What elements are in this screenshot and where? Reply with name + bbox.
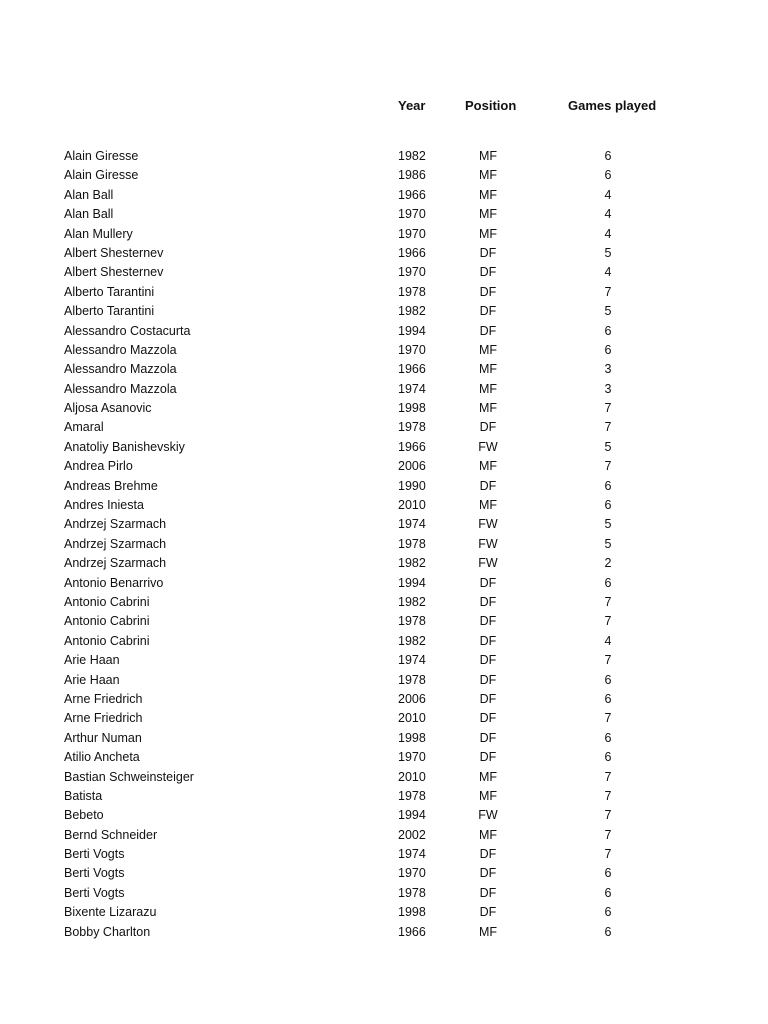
player-name-cell: Bebeto xyxy=(64,808,104,823)
games-played-cell: 5 xyxy=(604,439,612,454)
player-name-cell: Alan Ball xyxy=(64,187,114,202)
table-row xyxy=(0,438,768,457)
table-row xyxy=(0,341,768,360)
year-cell: 1970 xyxy=(398,750,426,765)
games-played-cell: 3 xyxy=(604,381,612,396)
table-row xyxy=(0,535,768,554)
position-cell: DF xyxy=(479,420,497,435)
table-row xyxy=(0,826,768,845)
games-played-cell: 7 xyxy=(604,284,612,299)
position-column-header: Position xyxy=(465,98,517,113)
games-played-cell: 5 xyxy=(604,517,612,532)
table-row xyxy=(0,884,768,903)
year-cell: 1986 xyxy=(398,168,426,183)
player-name-cell: Berti Vogts xyxy=(64,847,125,862)
games-played-cell: 6 xyxy=(604,866,612,881)
position-cell: MF xyxy=(478,459,498,474)
games-played-cell: 6 xyxy=(604,905,612,920)
year-cell: 2010 xyxy=(398,498,426,513)
games-played-cell: 6 xyxy=(604,478,612,493)
games-played-cell: 7 xyxy=(604,827,612,842)
table-row xyxy=(0,418,768,437)
position-cell: MF xyxy=(478,149,498,163)
position-cell: DF xyxy=(479,691,497,706)
player-name-cell: Arthur Numan xyxy=(64,730,142,745)
player-name-cell: Anatoliy Banishevskiy xyxy=(64,439,185,454)
year-cell: 1966 xyxy=(398,439,426,454)
table-row xyxy=(0,671,768,690)
games-played-cell: 7 xyxy=(604,653,612,668)
position-cell: MF xyxy=(478,827,498,842)
table-row xyxy=(0,263,768,282)
table-row xyxy=(0,806,768,825)
table-row xyxy=(0,729,768,748)
position-cell: DF xyxy=(479,284,497,299)
player-name-cell: Andrzej Szarmach xyxy=(64,517,167,532)
games-played-cell: 6 xyxy=(604,149,612,163)
games-played-cell: 5 xyxy=(604,536,612,551)
position-cell: MF xyxy=(478,342,498,357)
games-played-cell: 4 xyxy=(604,207,612,222)
position-cell: DF xyxy=(479,304,497,319)
position-cell: DF xyxy=(479,750,497,765)
games-played-cell: 6 xyxy=(604,575,612,590)
year-cell: 1998 xyxy=(398,905,426,920)
year-cell: 1974 xyxy=(398,653,426,668)
player-name-cell: Arne Friedrich xyxy=(64,711,143,726)
player-name-cell: Antonio Benarrivo xyxy=(64,575,164,590)
position-cell: DF xyxy=(479,672,497,687)
table-row xyxy=(0,923,768,942)
table-row xyxy=(0,748,768,767)
games-played-cell: 7 xyxy=(604,788,612,803)
position-cell: FW xyxy=(478,439,498,454)
player-name-cell: Alan Ball xyxy=(64,207,114,222)
player-name-cell: Bastian Schweinsteiger xyxy=(64,769,194,784)
player-name-cell: Berti Vogts xyxy=(64,885,125,900)
games-played-column-header: Games played xyxy=(568,98,657,113)
games-played-cell: 4 xyxy=(604,187,612,202)
year-cell: 1998 xyxy=(398,401,426,416)
player-name-cell: Alessandro Mazzola xyxy=(64,342,177,357)
year-cell: 1970 xyxy=(398,207,426,222)
table-row xyxy=(0,651,768,670)
table-row xyxy=(0,225,768,244)
table-row xyxy=(0,205,768,224)
position-cell: MF xyxy=(478,788,498,803)
position-cell: MF xyxy=(478,769,498,784)
games-played-cell: 6 xyxy=(604,498,612,513)
table-row xyxy=(0,457,768,476)
games-played-cell: 7 xyxy=(604,711,612,726)
year-cell: 1970 xyxy=(398,866,426,881)
table-row xyxy=(0,593,768,612)
games-played-cell: 2 xyxy=(604,556,612,571)
year-cell: 1970 xyxy=(398,342,426,357)
position-cell: DF xyxy=(479,245,497,260)
games-played-cell: 7 xyxy=(604,847,612,862)
year-cell: 1978 xyxy=(398,885,426,900)
player-name-cell: Antonio Cabrini xyxy=(64,633,150,648)
games-played-cell: 6 xyxy=(604,750,612,765)
table-row xyxy=(0,903,768,922)
player-name-cell: Arie Haan xyxy=(64,653,120,668)
player-name-cell: Alberto Tarantini xyxy=(64,284,155,299)
player-name-cell: Alain Giresse xyxy=(64,149,139,163)
games-played-cell: 7 xyxy=(604,594,612,609)
player-name-cell: Bixente Lizarazu xyxy=(64,905,157,920)
position-cell: MF xyxy=(478,924,498,939)
position-cell: MF xyxy=(478,362,498,377)
position-cell: FW xyxy=(478,517,498,532)
year-cell: 1990 xyxy=(398,478,426,493)
table-row xyxy=(0,322,768,341)
player-name-cell: Albert Shesternev xyxy=(64,245,164,260)
position-cell: MF xyxy=(478,226,498,241)
year-cell: 1966 xyxy=(398,245,426,260)
table-row xyxy=(0,709,768,728)
games-played-cell: 7 xyxy=(604,459,612,474)
player-name-cell: Alain Giresse xyxy=(64,168,139,183)
year-cell: 1982 xyxy=(398,556,426,571)
year-cell: 1978 xyxy=(398,284,426,299)
year-cell: 2010 xyxy=(398,711,426,726)
games-played-cell: 5 xyxy=(604,304,612,319)
table-row xyxy=(0,690,768,709)
position-cell: DF xyxy=(479,730,497,745)
games-played-cell: 6 xyxy=(604,168,612,183)
player-name-cell: Antonio Cabrini xyxy=(64,594,150,609)
player-name-cell: Alessandro Mazzola xyxy=(64,381,177,396)
games-played-cell: 4 xyxy=(604,265,612,280)
position-cell: DF xyxy=(479,575,497,590)
table-row xyxy=(0,166,768,185)
games-played-cell: 6 xyxy=(604,672,612,687)
player-name-cell: Alessandro Mazzola xyxy=(64,362,177,377)
player-name-cell: Andrzej Szarmach xyxy=(64,556,167,571)
table-row xyxy=(0,399,768,418)
position-cell: DF xyxy=(479,866,497,881)
year-cell: 1998 xyxy=(398,730,426,745)
year-cell: 1994 xyxy=(398,575,426,590)
year-cell: 1978 xyxy=(398,614,426,629)
games-played-cell: 6 xyxy=(604,323,612,338)
table-row xyxy=(0,574,768,593)
player-name-cell: Bobby Charlton xyxy=(64,924,151,939)
year-cell: 1978 xyxy=(398,420,426,435)
year-cell: 1966 xyxy=(398,924,426,939)
table-body xyxy=(0,147,768,942)
position-cell: DF xyxy=(479,633,497,648)
year-cell: 1982 xyxy=(398,594,426,609)
games-played-cell: 6 xyxy=(604,924,612,939)
games-played-cell: 7 xyxy=(604,808,612,823)
year-cell: 1974 xyxy=(398,517,426,532)
table-row xyxy=(0,632,768,651)
position-cell: DF xyxy=(479,323,497,338)
player-name-cell: Andres Iniesta xyxy=(64,498,144,513)
year-cell: 1978 xyxy=(398,788,426,803)
table-row xyxy=(0,477,768,496)
games-played-cell: 7 xyxy=(604,401,612,416)
table-row xyxy=(0,515,768,534)
year-cell: 1978 xyxy=(398,672,426,687)
year-cell: 1982 xyxy=(398,633,426,648)
year-cell: 1974 xyxy=(398,381,426,396)
position-cell: DF xyxy=(479,265,497,280)
position-cell: DF xyxy=(479,478,497,493)
games-played-cell: 4 xyxy=(604,226,612,241)
player-name-cell: Alessandro Costacurta xyxy=(64,323,191,338)
table-row xyxy=(0,768,768,787)
games-played-cell: 7 xyxy=(604,614,612,629)
table-row xyxy=(0,845,768,864)
player-name-cell: Andreas Brehme xyxy=(64,478,158,493)
year-cell: 2006 xyxy=(398,459,426,474)
table-header xyxy=(0,98,768,118)
table-row xyxy=(0,302,768,321)
position-cell: MF xyxy=(478,168,498,183)
player-name-cell: Arie Haan xyxy=(64,672,120,687)
year-column-header: Year xyxy=(398,98,426,113)
games-played-cell: 3 xyxy=(604,362,612,377)
games-played-cell: 6 xyxy=(604,885,612,900)
year-cell: 1974 xyxy=(398,847,426,862)
games-played-cell: 6 xyxy=(604,342,612,357)
player-name-cell: Andrea Pirlo xyxy=(64,459,133,474)
player-name-cell: Batista xyxy=(64,788,103,803)
position-cell: MF xyxy=(478,401,498,416)
table-row xyxy=(0,283,768,302)
position-cell: FW xyxy=(478,556,498,571)
position-cell: MF xyxy=(478,381,498,396)
year-cell: 1966 xyxy=(398,187,426,202)
position-cell: MF xyxy=(478,498,498,513)
year-cell: 1978 xyxy=(398,536,426,551)
table-row xyxy=(0,147,768,166)
year-cell: 1970 xyxy=(398,226,426,241)
year-cell: 1982 xyxy=(398,149,426,163)
table-row xyxy=(0,360,768,379)
player-name-cell: Amaral xyxy=(64,420,104,435)
player-name-cell: Atilio Ancheta xyxy=(64,750,140,765)
position-cell: DF xyxy=(479,885,497,900)
player-name-cell: Berti Vogts xyxy=(64,866,125,881)
position-cell: DF xyxy=(479,594,497,609)
year-cell: 2006 xyxy=(398,691,426,706)
position-cell: DF xyxy=(479,614,497,629)
player-name-cell: Aljosa Asanovic xyxy=(64,401,152,416)
position-cell: DF xyxy=(479,847,497,862)
year-cell: 1970 xyxy=(398,265,426,280)
position-cell: DF xyxy=(479,653,497,668)
year-cell: 1994 xyxy=(398,323,426,338)
year-cell: 1982 xyxy=(398,304,426,319)
player-name-cell: Arne Friedrich xyxy=(64,691,143,706)
table-row xyxy=(0,496,768,515)
position-cell: DF xyxy=(479,905,497,920)
table-row xyxy=(0,244,768,263)
player-name-cell: Alberto Tarantini xyxy=(64,304,155,319)
player-name-cell: Alan Mullery xyxy=(64,226,133,241)
games-played-cell: 7 xyxy=(604,420,612,435)
table-row xyxy=(0,380,768,399)
position-cell: MF xyxy=(478,207,498,222)
position-cell: FW xyxy=(478,536,498,551)
player-name-cell: Antonio Cabrini xyxy=(64,614,150,629)
position-cell: MF xyxy=(478,187,498,202)
position-cell: FW xyxy=(478,808,498,823)
player-name-cell: Bernd Schneider xyxy=(64,827,158,842)
games-played-cell: 6 xyxy=(604,691,612,706)
games-played-cell: 6 xyxy=(604,730,612,745)
games-played-cell: 7 xyxy=(604,769,612,784)
position-cell: DF xyxy=(479,711,497,726)
table-row xyxy=(0,787,768,806)
table-row xyxy=(0,612,768,631)
year-cell: 2010 xyxy=(398,769,426,784)
games-played-cell: 4 xyxy=(604,633,612,648)
games-played-cell: 5 xyxy=(604,245,612,260)
table-row xyxy=(0,186,768,205)
year-cell: 2002 xyxy=(398,827,426,842)
table-row xyxy=(0,554,768,573)
table-row xyxy=(0,864,768,883)
year-cell: 1966 xyxy=(398,362,426,377)
player-name-cell: Albert Shesternev xyxy=(64,265,164,280)
player-name-cell: Andrzej Szarmach xyxy=(64,536,167,551)
year-cell: 1994 xyxy=(398,808,426,823)
